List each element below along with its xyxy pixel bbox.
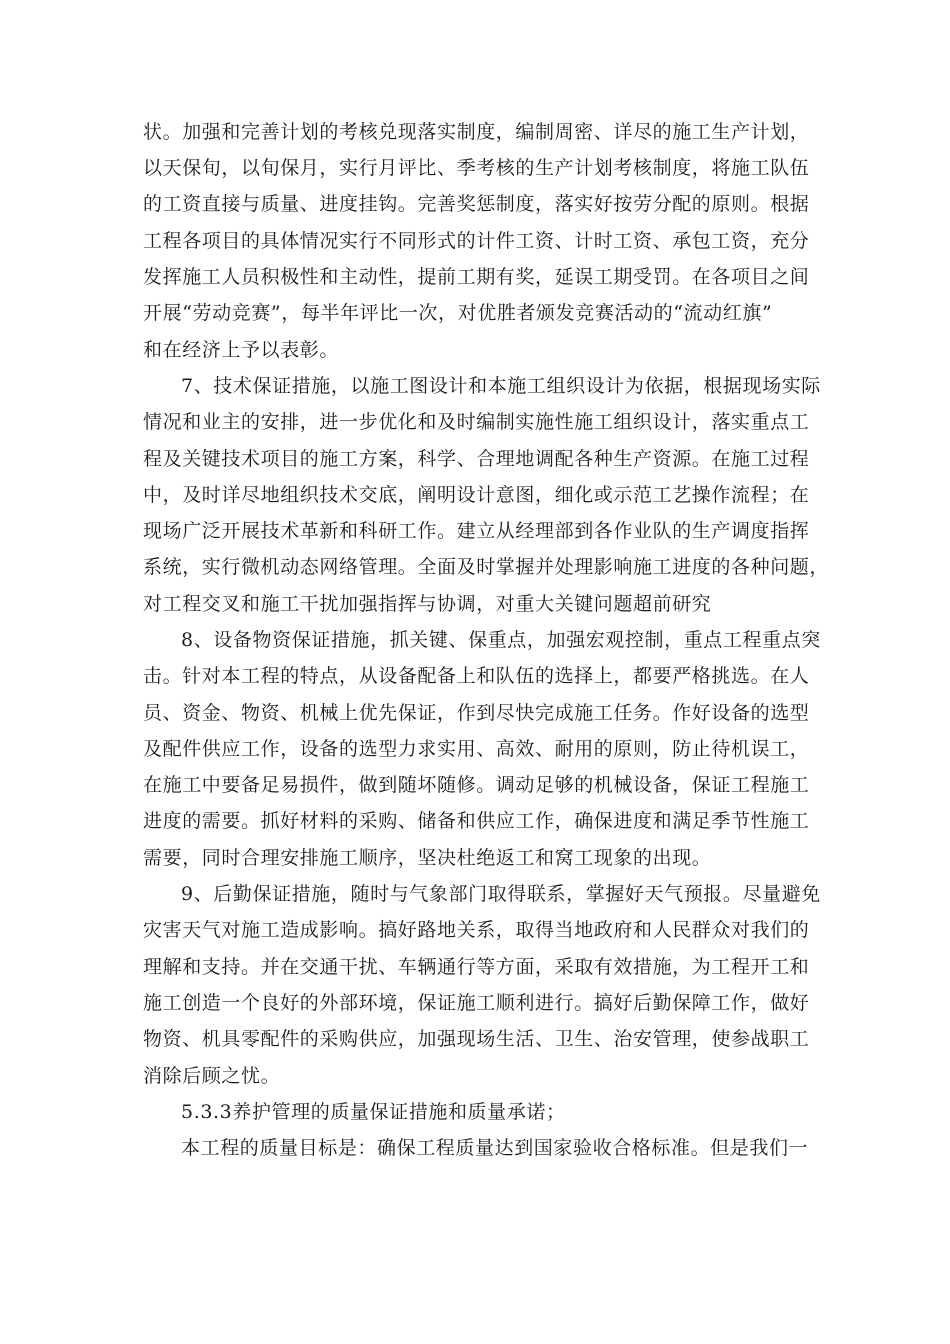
text-line: 状。加强和完善计划的考核兑现落实制度，编制周密、详尽的施工生产计划， xyxy=(143,121,810,143)
section-heading-5-3-3: 5.3.3养护管理的质量保证措施和质量承诺； xyxy=(181,1101,566,1123)
text-line: 中，及时详尽地组织技术交底，阐明设计意图，细化或示范工艺操作流程；在 xyxy=(143,484,810,506)
text-line: 在施工中要备足易损件，做到随坏随修。调动足够的机械设备，保证工程施工 xyxy=(143,774,810,796)
text-line: 程及关键技术项目的施工方案，科学、合理地调配各种生产资源。在施工过程 xyxy=(143,448,810,470)
text-line: 对工程交叉和施工干扰加强指挥与协调，对重大关键问题超前研究 xyxy=(143,593,712,615)
text-line: 员、资金、物资、机械上优先保证，作到尽快完成施工任务。作好设备的选型 xyxy=(143,702,810,724)
text-line: 及配件供应工作，设备的选型力求实用、高效、耐用的原则，防止待机误工， xyxy=(143,738,810,760)
text-line: 工程各项目的具体情况实行不同形式的计件工资、计时工资、承包工资，充分 xyxy=(143,230,810,252)
text-line: 情况和业主的安排，进一步优化和及时编制实施性施工组织设计，落实重点工 xyxy=(143,411,810,433)
text-line: 系统，实行微机动态网络管理。全面及时掌握并处理影响施工进度的各种问题， xyxy=(143,556,830,578)
text-line: 需要，同时合理安排施工顺序，坚决杜绝返工和窝工现象的出现。 xyxy=(143,847,712,869)
text-line: 物资、机具零配件的采购供应，加强现场生活、卫生、治安管理，使参战职工 xyxy=(143,1028,810,1050)
text-line: 进度的需要。抓好材料的采购、储备和供应工作，确保进度和满足季节性施工 xyxy=(143,810,810,832)
paragraph-8-first-line: 8、设备物资保证措施，抓关键、保重点，加强宏观控制，重点工程重点突 xyxy=(181,629,821,651)
quality-target-first-line: 本工程的质量目标是：确保工程质量达到国家验收合格标准。但是我们一 xyxy=(181,1137,809,1159)
text-line: 和在经济上予以表彰。 xyxy=(143,339,340,361)
text-line: 开展“劳动竞赛”，每半年评比一次，对优胜者颁发竞赛活动的“流动红旗” xyxy=(143,302,773,324)
text-line: 发挥施工人员积极性和主动性，提前工期有奖，延误工期受罚。在各项目之间 xyxy=(143,266,810,288)
paragraph-7-first-line: 7、技术保证措施，以施工图设计和本施工组织设计为依据，根据现场实际 xyxy=(181,375,821,397)
text-line: 现场广泛开展技术革新和科研工作。建立从经理部到各作业队的生产调度指挥 xyxy=(143,520,810,542)
paragraph-9-first-line: 9、后勤保证措施，随时与气象部门取得联系，掌握好天气预报。尽量避免 xyxy=(181,883,821,905)
text-line: 以天保旬，以旬保月，实行月评比、季考核的生产计划考核制度，将施工队伍 xyxy=(143,157,810,179)
text-line: 消除后顾之忧。 xyxy=(143,1065,281,1087)
text-line: 击。针对本工程的特点，从设备配备上和队伍的选择上，都要严格挑选。在人 xyxy=(143,665,810,687)
text-line: 灾害天气对施工造成影响。搞好路地关系，取得当地政府和人民群众对我们的 xyxy=(143,919,810,941)
text-line: 理解和支持。并在交通干扰、车辆通行等方面，采取有效措施，为工程开工和 xyxy=(143,956,810,978)
text-line: 施工创造一个良好的外部环境，保证施工顺利进行。搞好后勤保障工作，做好 xyxy=(143,992,810,1014)
text-line: 的工资直接与质量、进度挂钩。完善奖惩制度，落实好按劳分配的原则。根据 xyxy=(143,193,810,215)
